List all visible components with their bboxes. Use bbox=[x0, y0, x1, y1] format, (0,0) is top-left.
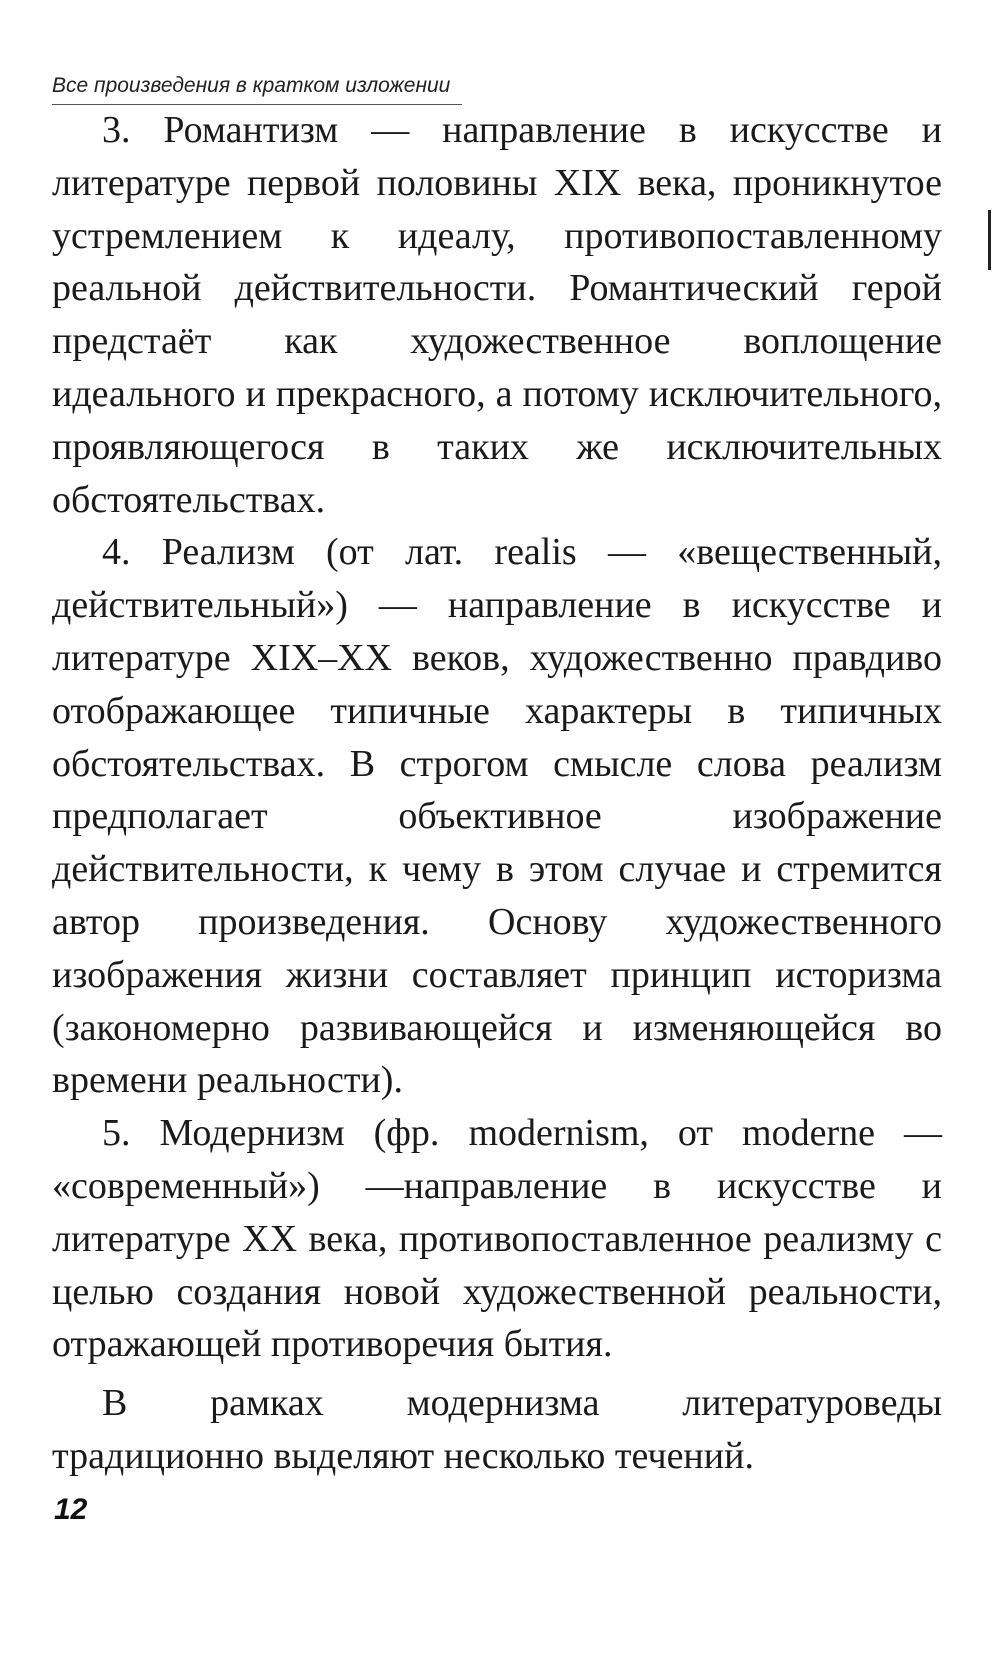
paragraph-realism: 4. Реализм (от лат. realis — «вещественный, действительный») — направление в искусстве и литературе XIX–XX веков, художественно правдиво отображающее типичные характеры в типичных обстоятельствах. В строгом смысле слова реализм предполагает объективное изображение действительности, к чему в этом случае и стремится автор произведения. Основу художественного изображения жизни составляет принцип историзма (закономерно развивающейся и изменяющейся во времени реальности). bbox=[52, 531, 942, 1102]
running-head: Все произведения в кратком изложении bbox=[52, 74, 462, 105]
body-text bbox=[52, 104, 942, 1483]
paragraph-romanticism: 3. Романтизм — направление в искусстве и литературе первой половины XIX века, проникнутое устремлением к идеалу, противопоставленному реальной действительности. Романтический герой предстаёт как художественное воплощение идеального и прекрасного, а потому исключительного, проявляющегося в таких же исключительных обстоятельствах. bbox=[52, 109, 942, 521]
paragraph-modernism: 5. Модернизм (фр. modernism, от moderne — «современный») —направление в искусстве и литературе XX века, противопоставленное реализму с целью создания новой художественной реальности, отражающей противоречия бытия. bbox=[52, 1112, 942, 1366]
paragraph-modernism-currents: В рамках модернизма литературоведы традиционно выделяют несколько течений. bbox=[52, 1382, 942, 1477]
edge-mark bbox=[988, 210, 991, 270]
page-number: 12 bbox=[54, 1493, 88, 1526]
